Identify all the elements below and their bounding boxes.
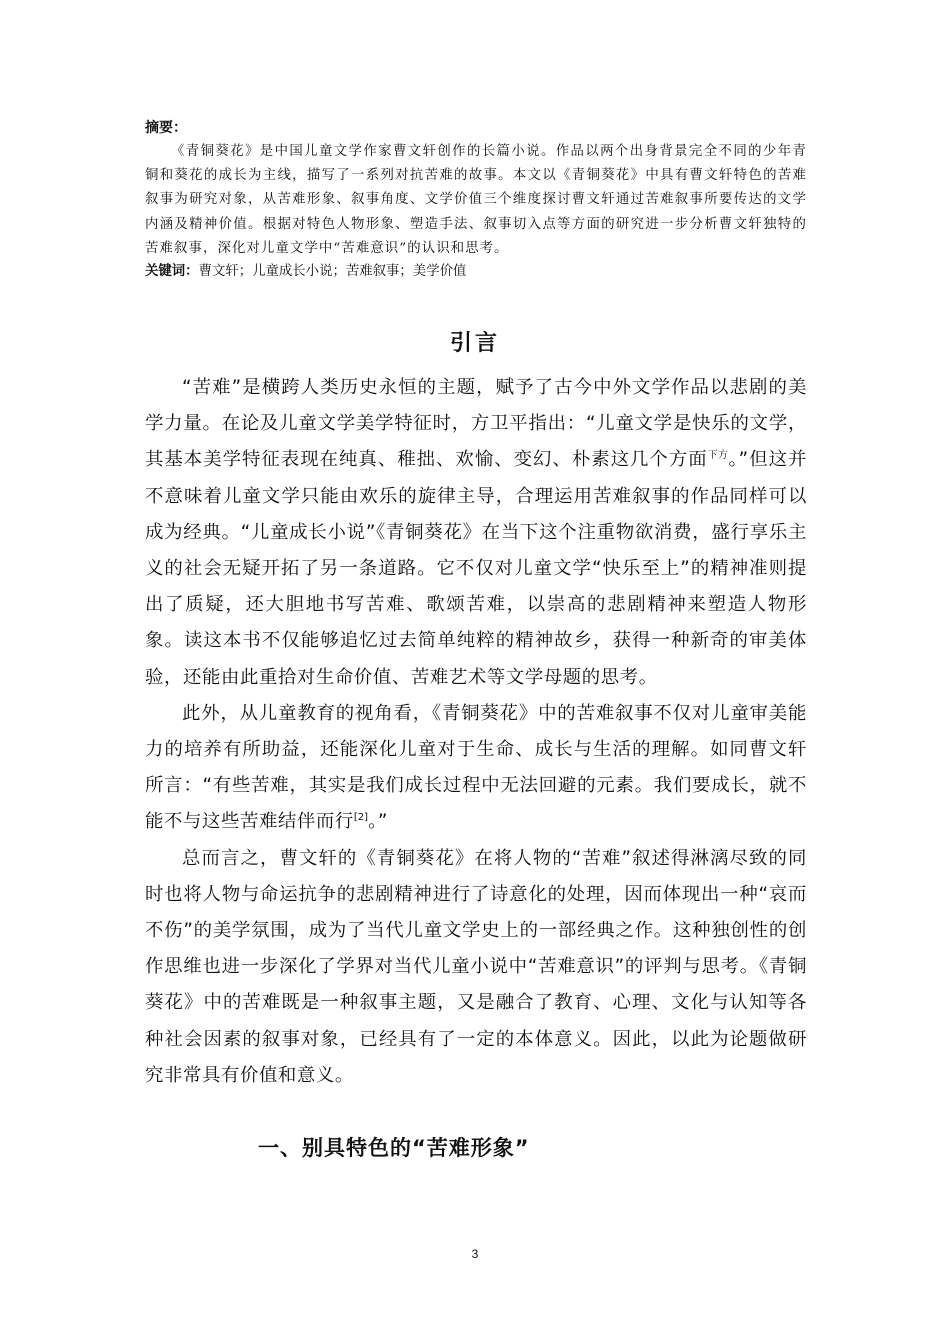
intro-p2-text-a: 此外，从儿童教育的视角看，《青铜葵花》中的苦难叙事不仅对儿童审美能力的培养有所助益，还能深化儿童对于生命、成长与生活的理解。如同曹文轩所言：“有些苦难，其实是我们成长过程中无法回避的元素。我们要成长，就不能不与这些苦难结伴而行 bbox=[145, 702, 807, 833]
intro-p2-text-b: 。” bbox=[368, 811, 388, 833]
intro-paragraph-2 bbox=[145, 696, 807, 841]
intro-paragraph-1 bbox=[145, 370, 807, 696]
intro-body bbox=[145, 370, 807, 1094]
abstract-label: 摘要： bbox=[145, 120, 187, 136]
abstract-body: 《青铜葵花》是中国儿童文学作家曹文轩创作的长篇小说。作品以两个出身背景完全不同的少年青铜和葵花的成长为主线，描写了一系列对抗苦难的故事。本文以《青铜葵花》中具有曹文轩特色的苦难叙事为研究对象，从苦难形象、叙事角度、文学价值三个维度探讨曹文轩通过苦难叙事所要传达的文学内涵及精神价值。根据对特色人物形象、塑造手法、叙事切入点等方面的研究进一步分析曹文轩独特的苦难叙事，深化对儿童文学中“苦难意识”的认识和思考。 bbox=[145, 144, 807, 256]
keywords-row bbox=[145, 261, 807, 283]
intro-p1-text-a: “苦难”是横跨人类历史永恒的主题，赋予了古今中外文学作品以悲剧的美学力量。在论及儿童文学美学特征时，方卫平指出：“儿童文学是快乐的文学，其基本美学特征表现在纯真、稚拙、欢愉、变幻、朴素这几个方面 bbox=[145, 377, 807, 471]
intro-paragraph-3: 总而言之，曹文轩的《青铜葵花》在将人物的“苦难”叙述得淋漓尽致的同时也将人物与命运抗争的悲剧精神进行了诗意化的处理，因而体现出一种“哀而不伤”的美学氛围，成为了当代儿童文学史上的一部经典之作。这种独创性的创作思维也进一步深化了学界对当代儿童小说中“苦难意识”的评判与思考。《青铜葵花》中的苦难既是一种叙事主题，又是融合了教育、心理、文化与认知等各种社会因素的叙事对象，已经具有了一定的本体意义。因此，以此为论题做研究非常具有价值和意义。 bbox=[145, 847, 807, 1086]
citation-marker-1: 下方 bbox=[707, 450, 729, 462]
intro-p1-text-b: 。”但这并不意味着儿童文学只能由欢乐的旋律主导，合理运用苦难叙事的作品同样可以成为经典。“儿童成长小说”《青铜葵花》在当下这个注重物欲消费，盛行享乐主义的社会无疑开拓了另一条道路。它不仅对儿童文学“快乐至上”的精神准则提出了质疑，还大胆地书写苦难、歌颂苦难，以崇高的悲剧精神来塑造人物形象。读这本书不仅能够追忆过去简单纯粹的精神故乡，获得一种新奇的审美体验，还能由此重拾对生命价值、苦难艺术等文学母题的思考。 bbox=[145, 449, 808, 688]
intro-heading: 引言 bbox=[449, 331, 500, 356]
citation-marker-2: [2] bbox=[353, 812, 369, 824]
page-number: 3 bbox=[471, 1247, 479, 1261]
keywords-label: 关键词： bbox=[145, 264, 199, 280]
keywords-value: 曹文轩；儿童成长小说；苦难叙事；美学价值 bbox=[198, 264, 467, 280]
abstract-block bbox=[145, 118, 807, 283]
section-1-heading: 一、别具特色的“苦难形象” bbox=[258, 1136, 530, 1160]
